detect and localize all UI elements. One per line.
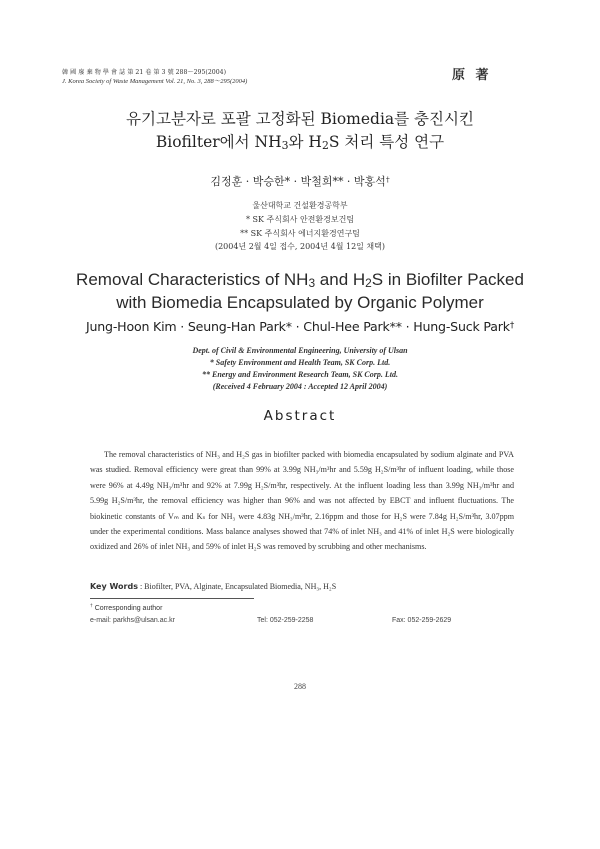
title-korean-line2: Biofilter에서 $NH_3$와 $H_2S$ 처리 특성 연구 (155, 133, 445, 152)
affiliation-item: ** Energy and Environment Research Team, SK Corp. Ltd. (202, 370, 398, 379)
email: e-mail: parkhs@ulsan.ac.kr (90, 617, 175, 624)
title-english (0, 268, 600, 314)
keywords (90, 582, 336, 591)
affiliation-item: * Safety Environment and Health Team, SK Corp. Ltd. (209, 358, 391, 367)
affiliation-item: Dept. of Civil & Environmental Engineering, University of Ulsan (192, 346, 408, 355)
abstract-body: The removal characteristics of NH₃ and H₂S gas in biofilter packed with biomedia encapsulated by sodium alginate and PVA was studied. Removal efficiency were great than 99% at 3.99g NH₃/m³hr and 5.59g H₂S/m³hr of influent loading, while those were 96% at 4.49g NH₃/m³hr and 92% at 7.99g H₂S/m³hr, respectively. At the influent loading less than 3.99g NH₃/m³hr and 5.99g H₂S/m³hr, the removal efficiency was higher than 96% and was not affected by EBCT and influent fluctuations. The biokinetic constants of Vₘ and Kₛ for NH₃ were 4.83g NH₃/m³hr, 2.16ppm and those for H₂S were 7.84g H₂S/m³hr, 3.07ppm under the experimental conditions. Mass balance analyses showed that 74% of inlet NH₃ and 41% of inlet H₂S were biologically oxidized and 26% of inlet NH₃ and 59% of inlet H₂S was removed by scrubbing and other mechanisms. (90, 450, 514, 552)
keywords-list: : Biofilter, PVA, Alginate, Encapsulated Biomedia, NH₃, H₂S (139, 582, 337, 591)
title-english-line2: with Biomedia Encapsulated by Organic Polymer (116, 293, 484, 312)
affiliation-item: * SK 주식회사 안전환경보건팀 (245, 214, 355, 224)
affiliation-item: ** SK 주식회사 에너지환경연구팀 (240, 228, 360, 238)
journal-name-en: J. Korea Society of Waste Management Vol. 21, No. 3, 288～295(2004) (62, 78, 248, 85)
journal-header (62, 68, 247, 86)
affiliations-korean (0, 199, 600, 254)
corresponding-mark: † (509, 321, 515, 331)
corresponding-author-note: † Corresponding author (90, 604, 163, 612)
corresponding-mark: † (385, 175, 390, 184)
title-english-line1: Removal Characteristics of $NH_3$ and $H_2S$ in Biofilter Packed (76, 270, 524, 290)
keywords-label: Key Words (90, 582, 138, 591)
abstract-heading: Abstract (263, 408, 337, 424)
affiliations-english (0, 345, 600, 393)
title-korean (0, 108, 600, 154)
footnote-divider (90, 598, 254, 599)
title-korean-line1: 유기고분자로 포괄 고정화된 Biomedia를 충진시킨 (126, 110, 474, 128)
page-number: 288 (294, 682, 306, 691)
journal-name-ko: 韓 國 廢 棄 物 學 會 誌 第 21 卷 第 3 號 288～295(2004) (62, 69, 226, 76)
affiliation-item: 울산대학교 건설환경공학부 (252, 201, 348, 210)
telephone: Tel: 052-259-2258 (257, 617, 314, 624)
received-date: (2004년 2월 4일 접수, 2004년 4월 12일 채택) (214, 242, 386, 252)
authors-english: Jung-Hoon Kim · Seung-Han Park* · Chul-Hee Park** · Hung-Suck Park† (85, 319, 515, 334)
authors-korean: 김정훈 · 박승한* · 박철희** · 박홍석† (210, 175, 390, 188)
received-date: (Received 4 February 2004 : Accepted 12 April 2004) (212, 382, 388, 391)
fax: Fax: 052-259-2629 (392, 617, 452, 624)
article-type-badge: 原 著 (452, 68, 492, 83)
